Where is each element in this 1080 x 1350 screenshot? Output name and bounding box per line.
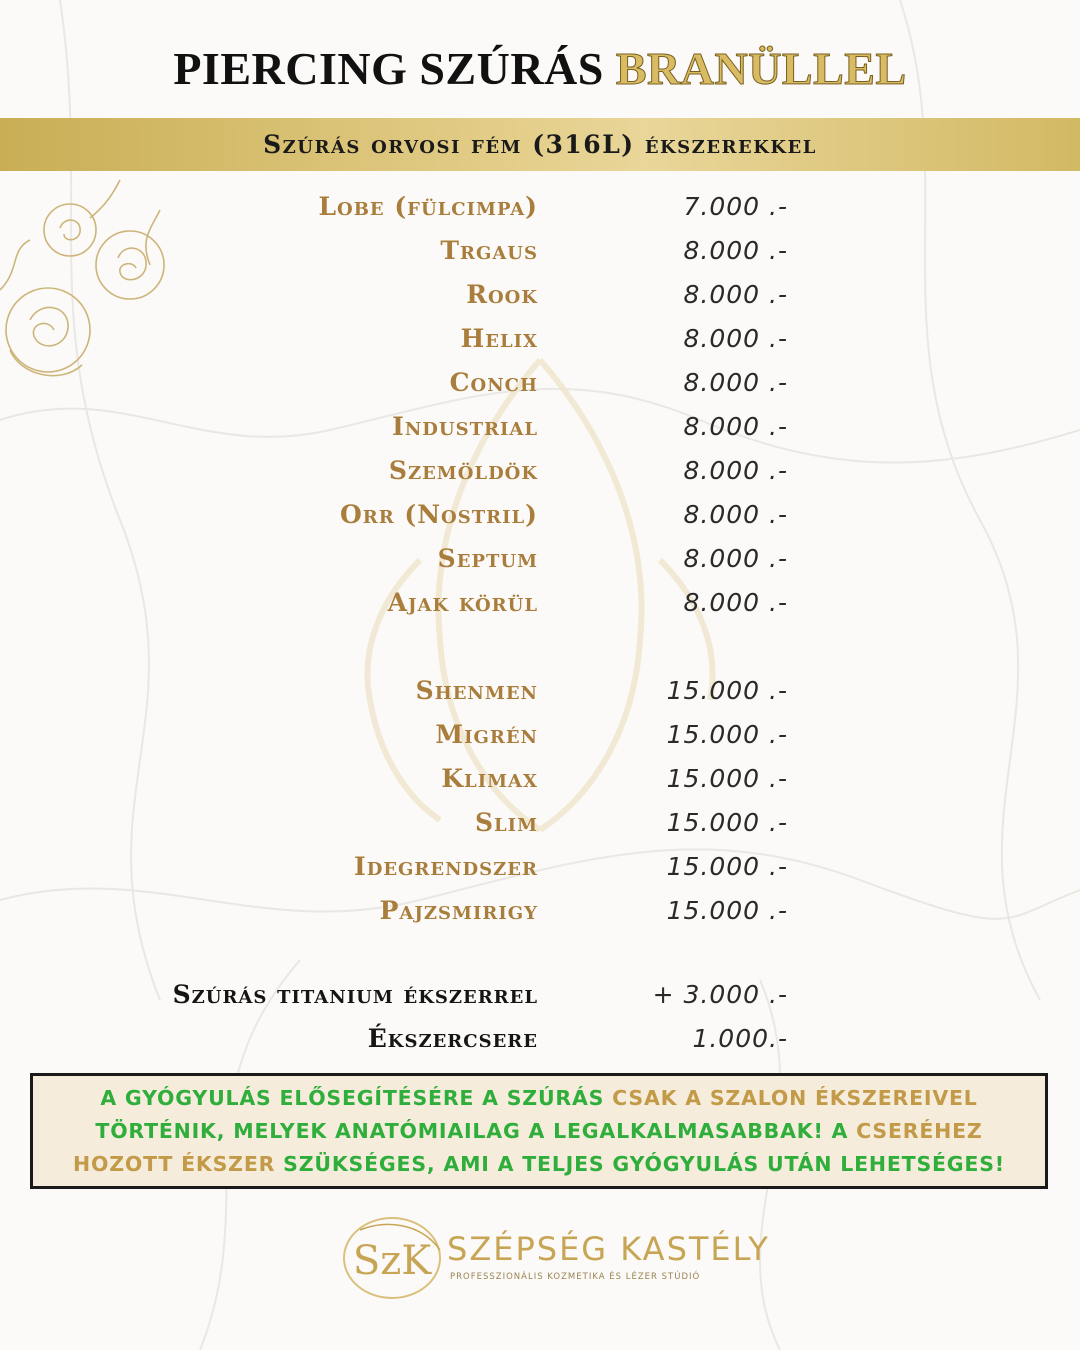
service-price: 8.000 .- [683, 324, 788, 353]
service-price: 15.000 .- [666, 896, 788, 925]
service-price: 8.000 .- [683, 456, 788, 485]
service-label: Orr (Nostril) [339, 500, 538, 529]
price-row [0, 896, 1080, 936]
price-row [0, 852, 1080, 892]
price-row [0, 808, 1080, 848]
price-row [0, 192, 1080, 232]
price-row [0, 720, 1080, 760]
price-row [0, 500, 1080, 540]
extra-row [0, 1024, 1080, 1064]
service-price: 15.000 .- [666, 808, 788, 837]
extra-price: + 3.000 .- [652, 980, 788, 1009]
price-row [0, 676, 1080, 716]
notice-box [30, 1073, 1048, 1189]
service-price: 8.000 .- [683, 412, 788, 441]
service-price: 8.000 .- [683, 544, 788, 573]
service-price: 15.000 .- [666, 764, 788, 793]
service-label: Helix [460, 324, 538, 353]
price-row [0, 280, 1080, 320]
service-label: Pajzsmirigy [379, 896, 538, 925]
extra-label: Ékszercsere [367, 1024, 538, 1053]
service-label: Migrén [435, 720, 538, 749]
notice-text [47, 1082, 1031, 1181]
logo-name: SZÉPSÉG KASTÉLY [447, 1230, 770, 1268]
notice-green-2: TÖRTÉNIK, MELYEK ANATÓMIAILAG A LEGALKALMASABBAK! A [95, 1118, 857, 1143]
price-row [0, 456, 1080, 496]
notice-orange-2: CSERÉHEZ HOZOTT ÉKSZER [73, 1118, 983, 1176]
service-label: Shenmen [415, 676, 538, 705]
service-label: Klimax [441, 764, 538, 793]
price-row [0, 236, 1080, 276]
service-price: 8.000 .- [683, 236, 788, 265]
service-label: Septum [437, 544, 538, 573]
extra-price: 1.000.- [692, 1024, 788, 1053]
service-price: 8.000 .- [683, 500, 788, 529]
service-label: Lobe (fülcimpa) [318, 192, 538, 221]
logo-monogram-icon [340, 1210, 450, 1310]
logo-monogram: SzK [352, 1238, 432, 1284]
notice-green-1: A GYÓGYULÁS ELŐSEGÍTÉSÉRE A SZÚRÁS [100, 1085, 613, 1110]
brand-logo [340, 1210, 770, 1310]
title-part-2: BRANÜLLEL [615, 43, 907, 94]
service-label: Conch [449, 368, 538, 397]
logo-tagline: PROFESSZIONÁLIS KOZMETIKA ÉS LÉZER STÚDIÓ [450, 1272, 701, 1282]
price-row [0, 368, 1080, 408]
price-row [0, 588, 1080, 628]
service-label: Ajak körül [387, 588, 538, 617]
price-row [0, 412, 1080, 452]
price-row [0, 544, 1080, 584]
extra-label: Szúrás titanium ékszerrel [172, 980, 538, 1009]
service-label: Idegrendszer [354, 852, 538, 881]
service-price: 8.000 .- [683, 368, 788, 397]
title-part-1: PIERCING SZÚRÁS [173, 43, 604, 94]
service-price: 15.000 .- [666, 676, 788, 705]
service-label: Trgaus [440, 236, 538, 265]
price-row [0, 764, 1080, 804]
notice-green-3: SZÜKSÉGES, AMI A TELJES GYÓGYULÁS UTÁN LEHETSÉGES! [275, 1151, 1005, 1176]
service-price: 15.000 .- [666, 852, 788, 881]
service-label: Szemöldök [388, 456, 538, 485]
banner-text: Szúrás orvosi fém (316L) ékszerekkel [263, 130, 817, 159]
notice-orange-1: CSAK A SZALON ÉKSZEREIVEL [612, 1085, 978, 1110]
service-price: 8.000 .- [683, 588, 788, 617]
service-price: 7.000 .- [683, 192, 788, 221]
price-row [0, 324, 1080, 364]
service-price: 15.000 .- [666, 720, 788, 749]
service-label: Rook [466, 280, 538, 309]
service-price: 8.000 .- [683, 280, 788, 309]
service-label: Industrial [392, 412, 538, 441]
extra-row [0, 980, 1080, 1020]
service-label: Slim [474, 808, 538, 837]
